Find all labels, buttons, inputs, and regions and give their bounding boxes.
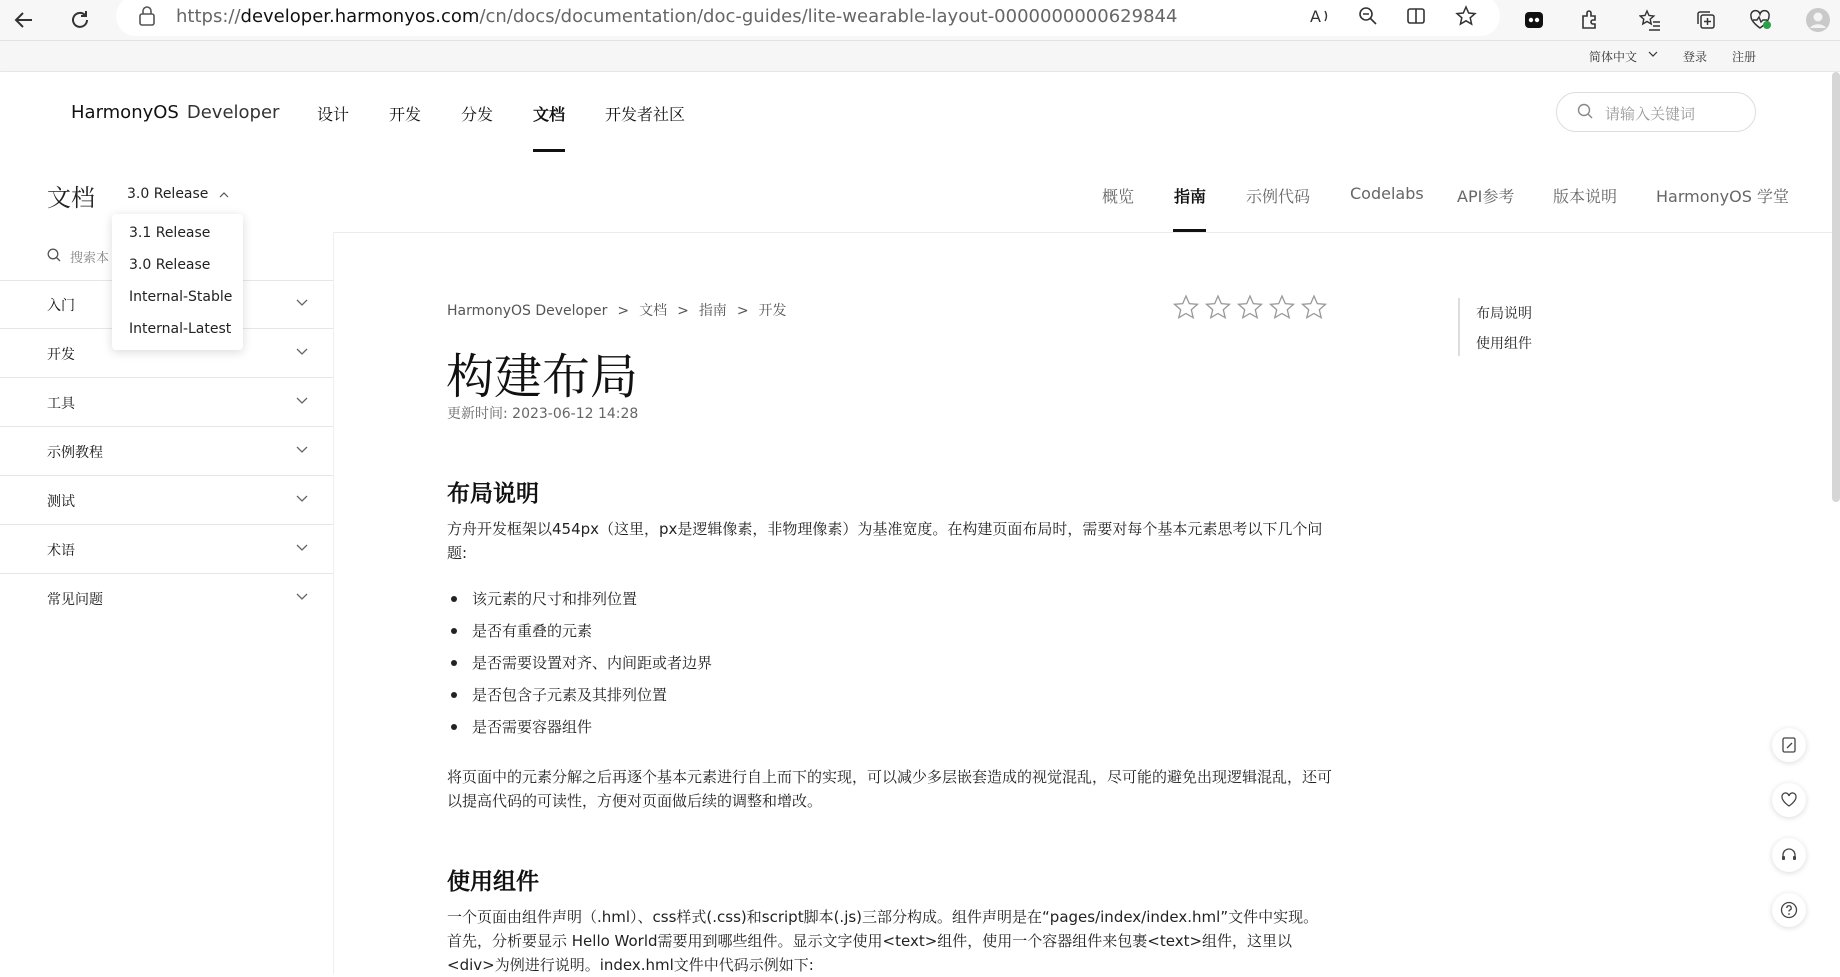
lock-icon [138,6,156,26]
sidebar-item-faq[interactable] [0,574,333,622]
page-scrollbar[interactable] [1832,72,1840,502]
tab-harmonyos-academy[interactable]: HarmonyOS 学堂 [1656,187,1789,206]
register-link[interactable]: 注册 [1732,50,1757,64]
headset-icon [1780,846,1798,864]
list-item-text: 是否需要设置对齐、内间距或者边界 [472,654,713,672]
paragraph: 一个页面由组件声明（.hml）、css样式(.css)和script脚本(.js)三部分构成。组件声明是在“pages/index/index.hml”文件中实现。首先，分析要显示 Hello World需要用到哪些组件。显示文字使用<text>组件，使用一个容器组件来包裹<text>组件，这里以<div>为例进行说明。index.hml文件中代码示例如下: [447,908,1319,974]
sidebar-item-glossary[interactable] [0,525,333,574]
profile-avatar-icon[interactable] [1804,6,1832,34]
help-button[interactable] [1772,893,1806,927]
browser-health-icon[interactable] [1746,6,1774,34]
tab-api-reference[interactable]: API参考 [1457,187,1515,206]
list-item-text: 是否包含子元素及其排列位置 [472,686,668,704]
doc-subheader [0,152,1840,233]
tab-release-notes[interactable]: 版本说明 [1553,187,1618,206]
list-item [447,684,667,705]
table-of-contents [1458,298,1532,356]
breadcrumb-separator: > [617,303,630,319]
chevron-down-icon [296,495,308,503]
breadcrumb-separator: > [677,303,689,319]
zoom-out-icon[interactable] [1354,2,1382,30]
version-selector[interactable] [127,186,229,202]
search-placeholder: 请输入关键词 [1605,105,1696,123]
tab-codelabs[interactable]: Codelabs [1350,184,1424,203]
chevron-up-icon [219,191,229,198]
tab-active-indicator [1173,229,1206,232]
favorite-star-icon[interactable] [1452,2,1480,30]
toc-link-layout[interactable]: 布局说明 [1476,306,1532,322]
search-icon [1577,103,1593,119]
feedback-edit-button[interactable] [1772,728,1806,762]
site-search-input[interactable] [1556,92,1756,132]
list-item [447,620,592,641]
version-label: 3.0 Release [127,186,209,202]
list-item [447,588,637,609]
chevron-down-icon [1648,51,1658,58]
sidebar-item-label: 示例教程 [47,445,103,461]
extension-app-icon[interactable] [1520,6,1548,34]
nav-develop[interactable]: 开发 [389,105,422,124]
edit-note-icon [1780,736,1798,754]
list-item-text: 是否需要容器组件 [472,718,593,736]
breadcrumb-link-home[interactable]: HarmonyOS Developer [447,303,608,319]
section-heading-layout: 布局说明 [447,481,539,507]
url-domain: developer.harmonyos.com [240,6,480,27]
sidebar-item-label: 入门 [47,298,75,314]
section-heading-components: 使用组件 [447,869,539,895]
split-screen-icon[interactable] [1402,2,1430,30]
chevron-down-icon [296,446,308,454]
chevron-down-icon [296,348,308,356]
rating-star-icon[interactable] [1271,296,1294,318]
sidebar-item-label: 术语 [47,543,75,559]
site-header [0,72,1840,152]
paragraph: 将页面中的元素分解之后再逐个基本元素进行自上而下的实现，可以减少多层嵌套造成的视觉混乱，尽可能的避免出现逻辑混乱，还可以提高代码的可读性，方便对页面做后续的调整和增改。 [447,768,1333,810]
breadcrumb-separator: > [736,303,749,319]
favorites-list-icon[interactable] [1636,6,1664,34]
nav-distribute[interactable]: 分发 [461,105,494,124]
list-item-text: 该元素的尺寸和排列位置 [472,590,638,608]
tab-guide[interactable]: 指南 [1174,187,1207,206]
breadcrumb-link-docs[interactable]: 文档 [639,303,668,319]
rating-star-icon[interactable] [1207,296,1230,318]
sidebar-item-label: 常见问题 [47,592,103,608]
version-option-3-1-release[interactable]: 3.1 Release [129,225,211,241]
paragraph: 方舟开发框架以454px（这里，px是逻辑像素，非物理像素）为基准宽度。在构建页面布局时，需要对每个基本元素思考以下几个问题: [447,520,1323,562]
nav-design[interactable]: 设计 [317,105,350,124]
question-icon [1780,901,1798,919]
sidebar-item-label: 测试 [47,494,75,510]
sidebar-item-testing[interactable] [0,476,333,525]
toc-link-components[interactable]: 使用组件 [1476,336,1532,352]
nav-docs[interactable]: 文档 [533,105,566,124]
list-item-text: 是否有重叠的元素 [472,622,593,640]
url-prefix: https:// [176,6,241,27]
tab-overview[interactable]: 概览 [1102,187,1135,206]
updated-time: 更新时间: 2023-06-12 14:28 [447,406,639,422]
chevron-down-icon [296,299,308,307]
search-icon [47,248,61,262]
version-option-3-0-release[interactable]: 3.0 Release [129,257,211,273]
url-path: /cn/docs/documentation/doc-guides/lite-wearable-layout-0000000000629844 [479,6,1178,27]
list-item [447,716,592,737]
heart-handshake-icon [1780,791,1798,809]
extensions-puzzle-icon[interactable] [1576,6,1604,34]
read-aloud-icon[interactable] [1306,2,1334,30]
sidebar-item-tools[interactable] [0,378,333,427]
logo-brand: HarmonyOS [71,102,179,123]
version-dropdown-menu [112,214,243,350]
breadcrumb-link-guide[interactable]: 指南 [698,303,727,319]
version-option-internal-stable[interactable]: Internal-Stable [129,289,233,305]
address-bar[interactable] [116,0,1500,36]
tab-samples[interactable]: 示例代码 [1246,187,1311,206]
language-selector[interactable]: 简体中文 [1589,50,1638,64]
customer-service-button[interactable] [1772,838,1806,872]
breadcrumb [447,300,787,320]
reload-icon[interactable] [66,6,94,34]
rating-star-icon[interactable] [1303,296,1326,318]
svg-text:A: A [1310,7,1321,26]
logo-suffix: Developer [186,102,280,123]
doc-section-title: 文档 [47,184,95,212]
utility-bar [0,41,1840,72]
rating-star-icon[interactable] [1175,296,1198,318]
collections-icon[interactable] [1692,6,1720,34]
sidebar-item-label: 工具 [47,396,75,412]
rating-stars [1172,294,1332,326]
chevron-down-icon [296,593,308,601]
rating-star-icon[interactable] [1239,296,1262,318]
page-title: 构建布局 [446,349,639,405]
sidebar-item-label: 开发 [47,347,75,363]
chevron-down-icon [296,397,308,405]
breadcrumb-current: 开发 [758,303,787,319]
sidebar-search-placeholder: 搜索本 [70,251,110,266]
nav-community[interactable]: 开发者社区 [605,105,686,124]
version-option-internal-latest[interactable]: Internal-Latest [129,321,232,337]
site-logo[interactable] [71,102,279,123]
list-item [447,652,712,673]
chevron-down-icon [296,544,308,552]
favorite-button[interactable] [1772,783,1806,817]
browser-toolbar [0,0,1840,41]
url-text [176,6,1177,27]
back-icon[interactable] [10,6,38,34]
sidebar-item-tutorials[interactable] [0,427,333,476]
login-link[interactable]: 登录 [1683,50,1708,64]
